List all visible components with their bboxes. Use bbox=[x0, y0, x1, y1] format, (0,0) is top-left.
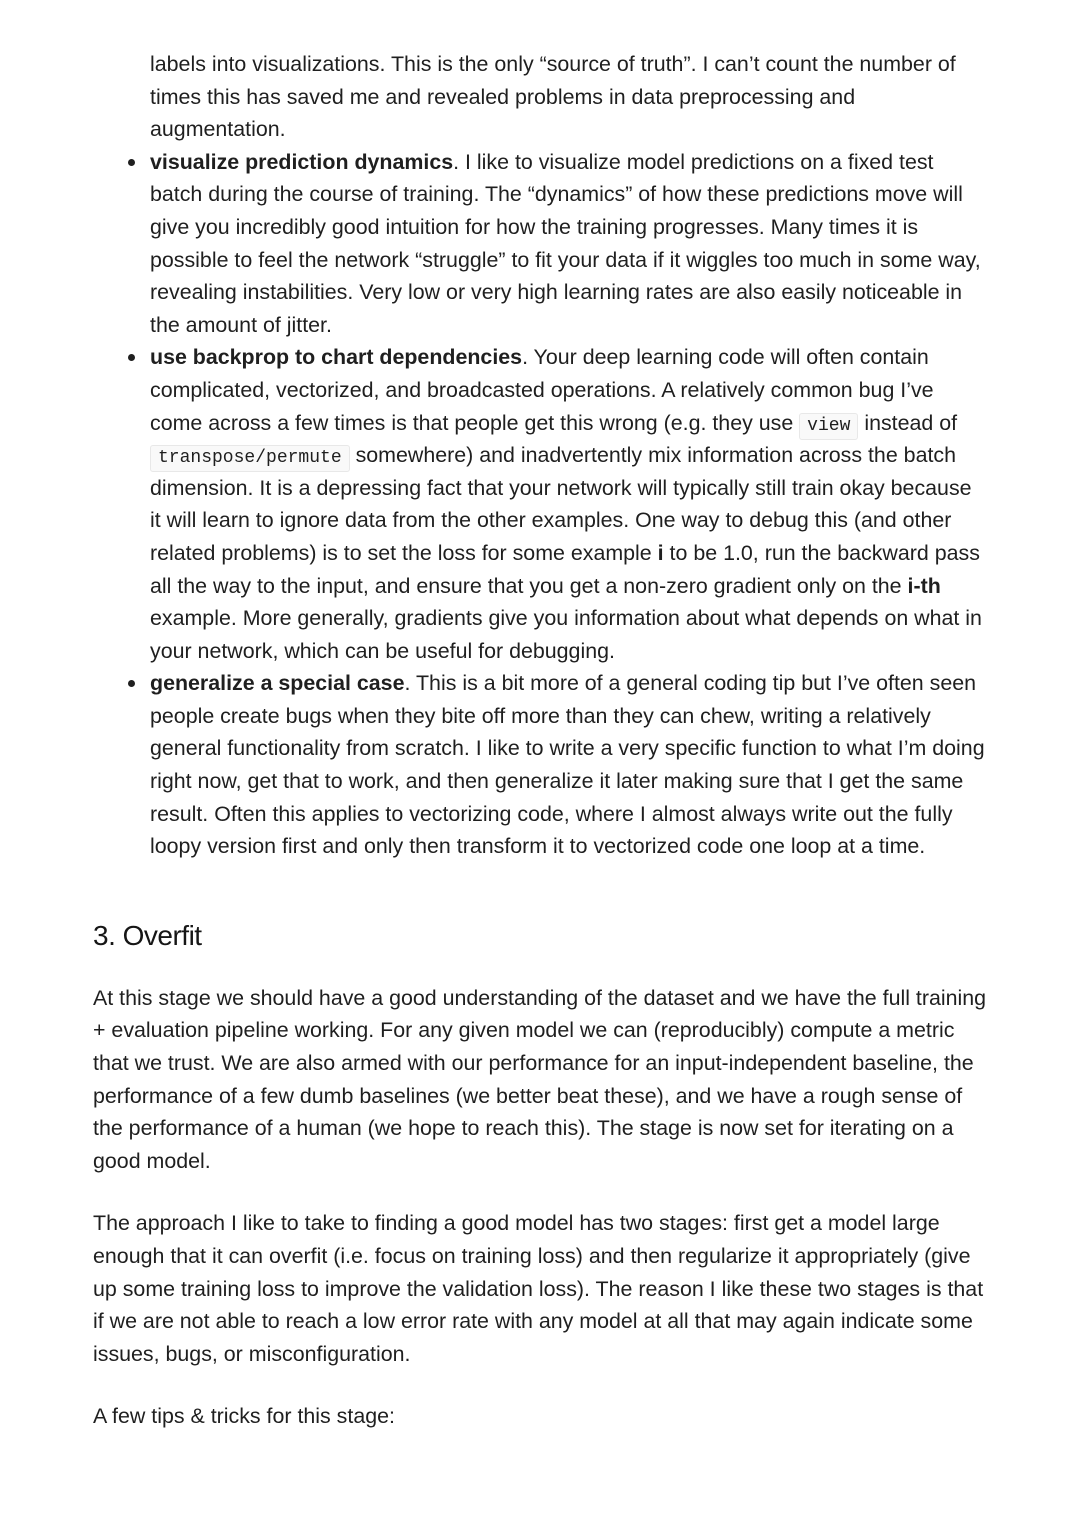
list-item-generalize-a-special-case bbox=[150, 667, 988, 863]
bold-text: i-th bbox=[907, 573, 941, 598]
text-run: instead of bbox=[858, 410, 958, 435]
paragraph-tips-intro: A few tips & tricks for this stage: bbox=[93, 1404, 395, 1429]
bold-text: generalize a special case bbox=[150, 671, 405, 696]
inline-code: transpose/permute bbox=[150, 445, 350, 472]
text-run: labels into visualizations. This is the only “source of truth”. I can’t count the number of times this has saved me and revealed problems in data preprocessing and augmentation. bbox=[150, 52, 956, 142]
list-item-use-backprop-to-chart-dependencies bbox=[150, 341, 988, 667]
list-item-continuation bbox=[150, 48, 988, 146]
text-run: . Your deep learning code will often contain complicated, vectorized, and broadcasted operations. A relatively common bug I’ve come across a few times is that people get this wrong (e.g. they use bbox=[150, 345, 934, 435]
inline-code: view bbox=[799, 413, 858, 440]
text-run: . This is a bit more of a general coding tip but I’ve often seen people create bugs when they bite off more than they can chew, writing a relatively general functionality from scratch. I like to write a very specific function to what I’m doing right now, get that to work, and then generalize it later making sure that I get the same result. Often this applies to vectorizing code, where I almost always write out the fully loopy version first and only then transform it to vectorized code one loop at a time. bbox=[150, 671, 985, 859]
text-run: example. More generally, gradients give you information about what depends on what in your network, which can be useful for debugging. bbox=[150, 606, 982, 663]
text-run: to be 1.0, run the backward pass all the way to the input, and ensure that you get a non-zero gradient only on the bbox=[150, 540, 980, 598]
text-run: somewhere) and inadvertently mix information across the batch dimension. It is a depressing fact that your network will typically still train okay because it will learn to ignore data from the other examples. One way to debug this (and other related problems) is to set the loss for some example bbox=[150, 443, 972, 565]
paragraph-two-stage-approach: The approach I like to take to finding a good model has two stages: first get a model large enough that it can overfit (i.e. focus on training loss) and then regularize it appropriately (give up some training loss to improve the validation loss). The reason I like these two stages is that if we are not able to reach a low error rate with any model at all that may again indicate some issues, bugs, or misconfiguration. bbox=[93, 1211, 984, 1366]
tips-list bbox=[93, 48, 988, 863]
bold-text: i bbox=[657, 540, 664, 565]
bold-text: visualize prediction dynamics bbox=[150, 149, 454, 174]
list-item-visualize-prediction-dynamics bbox=[150, 146, 988, 342]
paragraph-stage-overview: At this stage we should have a good understanding of the dataset and we have the full training + evaluation pipeline working. For any given model we can (reproducibly) compute a metric that we trust. We are also armed with our performance for an input-independent baseline, the performance of a few dumb baselines (we better beat these), and we have a rough sense of the performance of a human (we hope to reach this). The stage is now set for iterating on a good model. bbox=[93, 985, 987, 1173]
section-heading-overfit: 3. Overfit bbox=[93, 919, 202, 951]
text-run: . I like to visualize model predictions on a fixed test batch during the course of training. The “dynamics” of how these predictions move will give you incredibly good intuition for how the training progresses. Many times it is possible to feel the network “struggle” to fit your data if it wiggles too much in some way, revealing instabilities. Very low or very high learning rates are also easily noticeable in the amount of jitter. bbox=[150, 149, 981, 337]
bold-text: use backprop to chart dependencies bbox=[150, 345, 523, 370]
